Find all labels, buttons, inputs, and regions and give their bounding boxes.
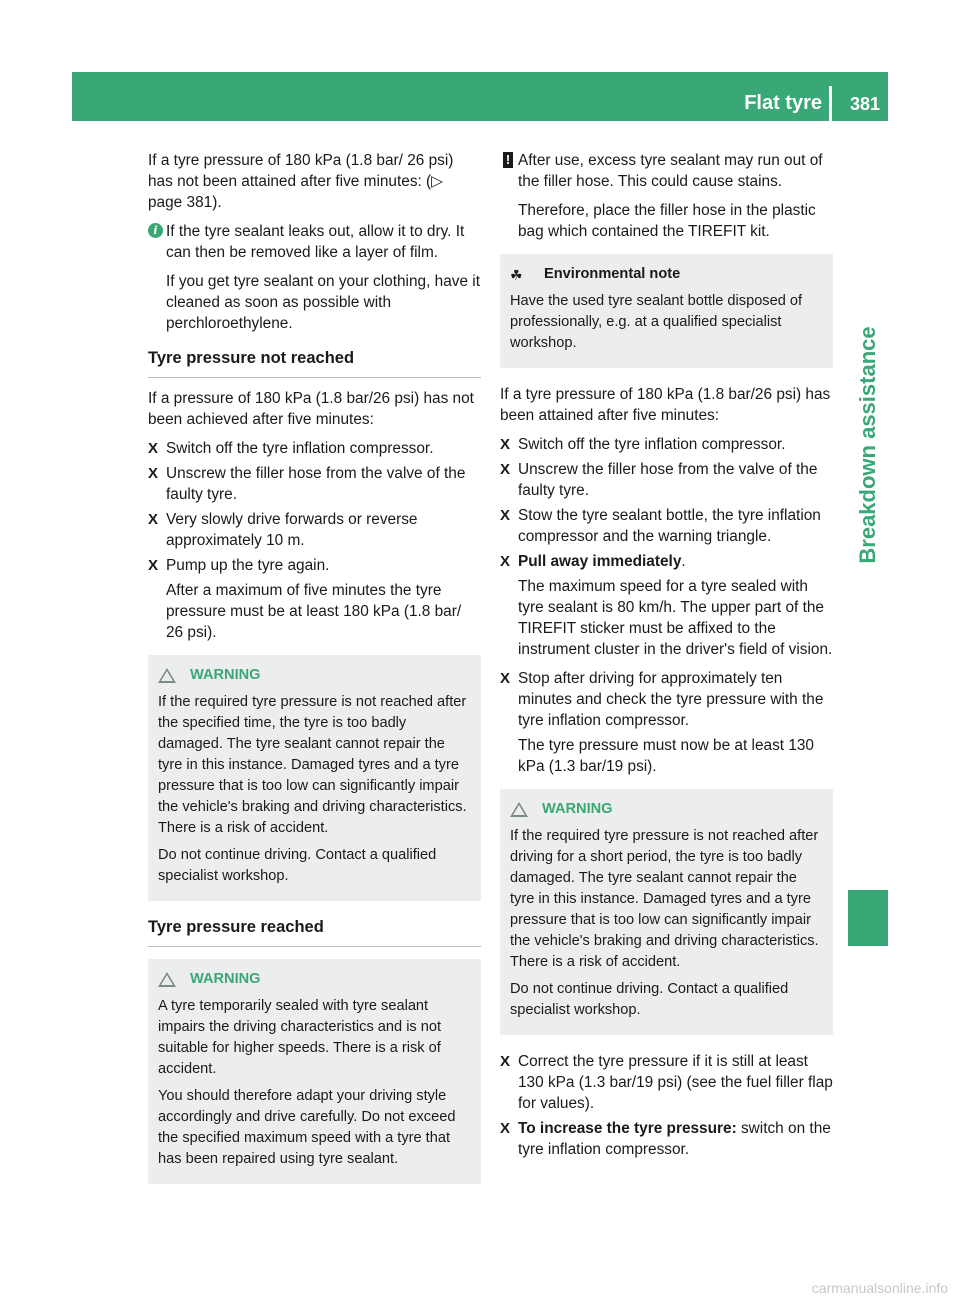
step-text: Pull away immediately xyxy=(518,553,682,570)
step-arrow-icon: X xyxy=(500,670,511,687)
side-marker xyxy=(848,890,888,946)
warning-box xyxy=(500,789,833,1035)
step-text: Unscrew the filler hose from the valve of the faulty tyre. xyxy=(518,461,818,499)
step-text: switch on the tyre inflation compressor. xyxy=(518,1120,831,1158)
section-heading-reached: Tyre pressure reached xyxy=(148,917,481,947)
warning-triangle-icon xyxy=(158,668,176,683)
step-item xyxy=(148,555,481,576)
left-column xyxy=(148,150,481,1200)
info-text-2: If you get tyre sealant on your clothing, have it cleaned as soon as possible with perchloroethylene. xyxy=(166,273,480,332)
warning-box xyxy=(148,959,481,1184)
step-arrow-icon: X xyxy=(500,461,511,478)
step-item xyxy=(148,438,481,459)
warning-triangle-icon xyxy=(510,802,528,817)
step-arrow-icon: X xyxy=(148,557,159,574)
warning-text: If the required tyre pressure is not reached after the specified time, the tyre is too badly damaged. The tyre sealant cannot repair the tyre in this instance. Damaged tyres and a tyre pressure that is too low can significantly impair the vehicle's braking and driving characteristics. There is a risk of accident. xyxy=(158,694,467,836)
step-text: Stop after driving for approximately ten minutes and check the tyre pressure with the tyre inflation compressor. xyxy=(518,670,824,729)
step-label: To increase the tyre pressure: xyxy=(518,1120,737,1137)
warning-text: If the required tyre pressure is not reached after driving for a short period, the tyre is too badly damaged. The tyre sealant cannot repair the tyre in this instance. Damaged tyres and a tyre pressure that is too low can significantly impair the vehicle's braking and driving characteristics. There is a risk of accident. xyxy=(510,828,819,970)
step-arrow-icon: X xyxy=(500,1053,511,1070)
caution-text-1: After use, excess tyre sealant may run out of the filler hose. This could cause stains. xyxy=(518,152,823,190)
step-arrow-icon: X xyxy=(148,465,159,482)
step-note: After a maximum of five minutes the tyre pressure must be at least 180 kPa (1.8 bar/ 26 psi). xyxy=(166,582,462,641)
step-text: Switch off the tyre inflation compressor. xyxy=(166,440,434,457)
step-item xyxy=(148,509,481,551)
header-separator xyxy=(829,86,832,121)
environment-box xyxy=(500,254,833,368)
step-text: Switch off the tyre inflation compressor. xyxy=(518,436,786,453)
caution-text-2: Therefore, place the filler hose in the plastic bag which contained the TIREFIT kit. xyxy=(518,202,816,240)
warning-label: WARNING xyxy=(190,971,261,987)
step-text: Stow the tyre sealant bottle, the tyre inflation compressor and the warning triangle. xyxy=(518,507,821,545)
section-heading-not-reached: Tyre pressure not reached xyxy=(148,348,481,378)
side-tab-label: Breakdown assistance xyxy=(855,326,880,564)
chapter-title: Flat tyre xyxy=(744,92,822,114)
step-item xyxy=(500,434,833,455)
right-column xyxy=(500,150,833,1164)
step-note: The maximum speed for a tyre sealed with tyre sealant is 80 km/h. The upper part of the TIREFIT sticker must be affixed to the instrument cluster in the driver's field of vision. xyxy=(518,578,833,658)
warning-text: A tyre temporarily sealed with tyre sealant impairs the driving characteristics and is not suitable for higher speeds. There is a risk of accident. xyxy=(158,998,442,1077)
watermark: carmanualsonline.info xyxy=(811,1280,948,1296)
warning-text: Do not continue driving. Contact a qualified specialist workshop. xyxy=(158,847,437,884)
step-arrow-icon: X xyxy=(500,507,511,524)
step-arrow-icon: X xyxy=(500,1120,511,1137)
caution-note xyxy=(500,150,833,242)
info-icon: i xyxy=(148,223,163,238)
environment-label: Environmental note xyxy=(544,266,681,282)
step-text: Pump up the tyre again. xyxy=(166,557,330,574)
info-note xyxy=(148,221,481,334)
warning-triangle-icon xyxy=(158,972,176,987)
exclamation-icon: ! xyxy=(503,152,513,168)
side-tab xyxy=(848,140,888,750)
step-text: Correct the tyre pressure if it is still at least 130 kPa (1.3 bar/19 psi) (see the fuel filler flap for values). xyxy=(518,1053,833,1112)
step-arrow-icon: X xyxy=(148,440,159,457)
step-item: X Pull away immediately. xyxy=(500,553,686,570)
warning-label: WARNING xyxy=(542,801,613,817)
step-item xyxy=(500,668,833,731)
step-arrow-icon: X xyxy=(500,436,511,453)
info-text-1: If the tyre sealant leaks out, allow it to dry. It can then be removed like a layer of film. xyxy=(166,223,465,261)
step-item xyxy=(500,505,833,547)
warning-text: You should therefore adapt your driving style accordingly and drive carefully. Do not exceed the specified maximum speed with a tyre that has been repaired using tyre sealant. xyxy=(158,1088,456,1167)
step-item xyxy=(148,463,481,505)
environment-text: Have the used tyre sealant bottle disposed of professionally, e.g. at a qualified specialist workshop. xyxy=(510,293,803,351)
step-item xyxy=(500,1118,833,1160)
intro-text: If a tyre pressure of 180 kPa (1.8 bar/ 26 psi) has not been attained after five minutes: (▷ page 381). xyxy=(148,152,454,211)
step-text: Very slowly drive forwards or reverse approximately 10 m. xyxy=(166,511,418,549)
step-item xyxy=(500,1051,833,1114)
section-intro: If a pressure of 180 kPa (1.8 bar/26 psi) has not been achieved after five minutes: xyxy=(148,390,474,428)
leaf-icon: ☘ xyxy=(510,266,523,283)
page-number: 381 xyxy=(849,94,880,114)
warning-box xyxy=(148,655,481,901)
warning-label: WARNING xyxy=(190,667,261,683)
step-note: The tyre pressure must now be at least 130 kPa (1.3 bar/19 psi). xyxy=(518,737,814,775)
intro-text: If a tyre pressure of 180 kPa (1.8 bar/26 psi) has been attained after five minutes: xyxy=(500,386,831,424)
warning-text: Do not continue driving. Contact a qualified specialist workshop. xyxy=(510,981,789,1018)
step-text: Unscrew the filler hose from the valve of the faulty tyre. xyxy=(166,465,466,503)
header-bar xyxy=(72,72,888,121)
step-arrow-icon: X xyxy=(148,511,159,528)
step-item xyxy=(500,459,833,501)
step-arrow-icon: X xyxy=(500,553,511,570)
